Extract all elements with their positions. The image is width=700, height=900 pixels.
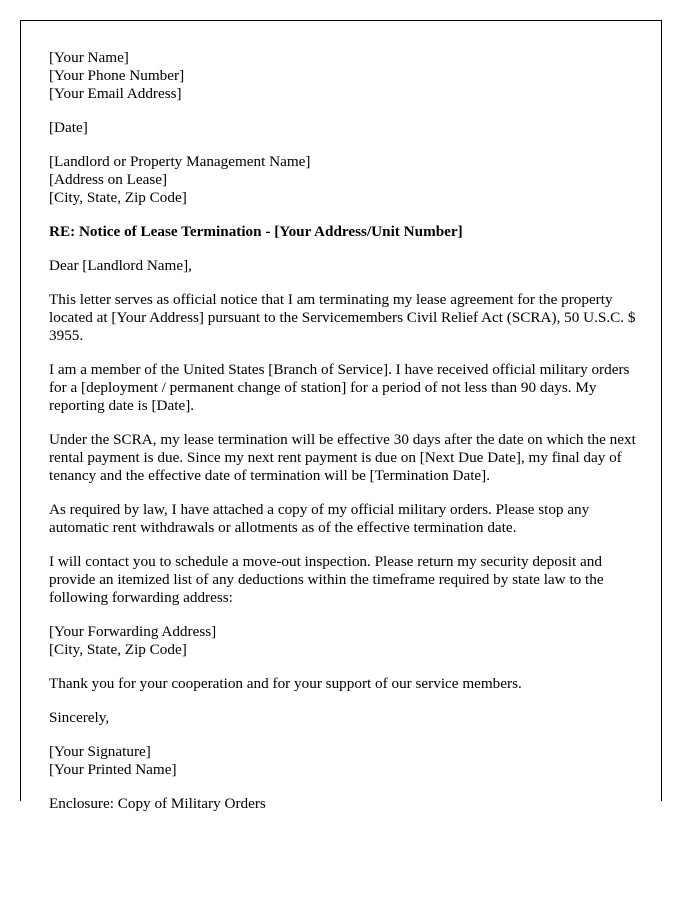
salutation: Dear [Landlord Name], xyxy=(49,257,192,274)
sender-phone: [Your Phone Number] xyxy=(49,67,185,84)
sender-email: [Your Email Address] xyxy=(49,85,182,102)
sender-name: [Your Name] xyxy=(49,49,129,66)
paragraph-security-deposit: I will contact you to schedule a move-out inspection. Please return my security deposit and provide an itemized list of any deductions within the timeframe required by state law to the following forwarding address: xyxy=(49,553,604,606)
letter-date: [Date] xyxy=(49,119,88,136)
signature-block xyxy=(49,743,639,779)
letter-page xyxy=(20,20,662,812)
recipient-name: [Landlord or Property Management Name] xyxy=(49,153,311,170)
sender-block xyxy=(49,49,639,103)
forwarding-address-block xyxy=(49,623,639,659)
thanks-line: Thank you for your cooperation and for your support of our service members. xyxy=(49,675,522,692)
forwarding-city-state-zip: [City, State, Zip Code] xyxy=(49,641,187,658)
recipient-address: [Address on Lease] xyxy=(49,171,168,188)
subject-line: RE: Notice of Lease Termination - [Your Address/Unit Number] xyxy=(49,223,463,240)
paragraph-notice: This letter serves as official notice that I am terminating my lease agreement for the property located at [Your Address] pursuant to the Servicemembers Civil Relief Act (SCRA), 50 U.S.C. $ 3955. xyxy=(49,291,636,344)
date-block xyxy=(49,119,639,137)
recipient-block xyxy=(49,153,639,207)
signature: [Your Signature] xyxy=(49,743,151,760)
paragraph-effective-date: Under the SCRA, my lease termination will be effective 30 days after the date on which the next rental payment is due. Since my next rent payment is due on [Next Due Date], my final day of tenancy and the effective date of termination will be [Termination Date]. xyxy=(49,431,636,484)
paragraph-attached-orders: As required by law, I have attached a copy of my official military orders. Please stop any automatic rent withdrawals or allotments as of the effective termination date. xyxy=(49,501,590,536)
enclosure-line: Enclosure: Copy of Military Orders xyxy=(49,795,266,812)
letter-content xyxy=(49,49,639,813)
forwarding-address: [Your Forwarding Address] xyxy=(49,623,217,640)
closing: Sincerely, xyxy=(49,709,110,726)
printed-name: [Your Printed Name] xyxy=(49,761,177,778)
paragraph-military-orders: I am a member of the United States [Branch of Service]. I have received official military orders for a [deployment / permanent change of station] for a period of not less than 90 days. My reporting date is [Date]. xyxy=(49,361,630,414)
recipient-city-state-zip: [City, State, Zip Code] xyxy=(49,189,187,206)
